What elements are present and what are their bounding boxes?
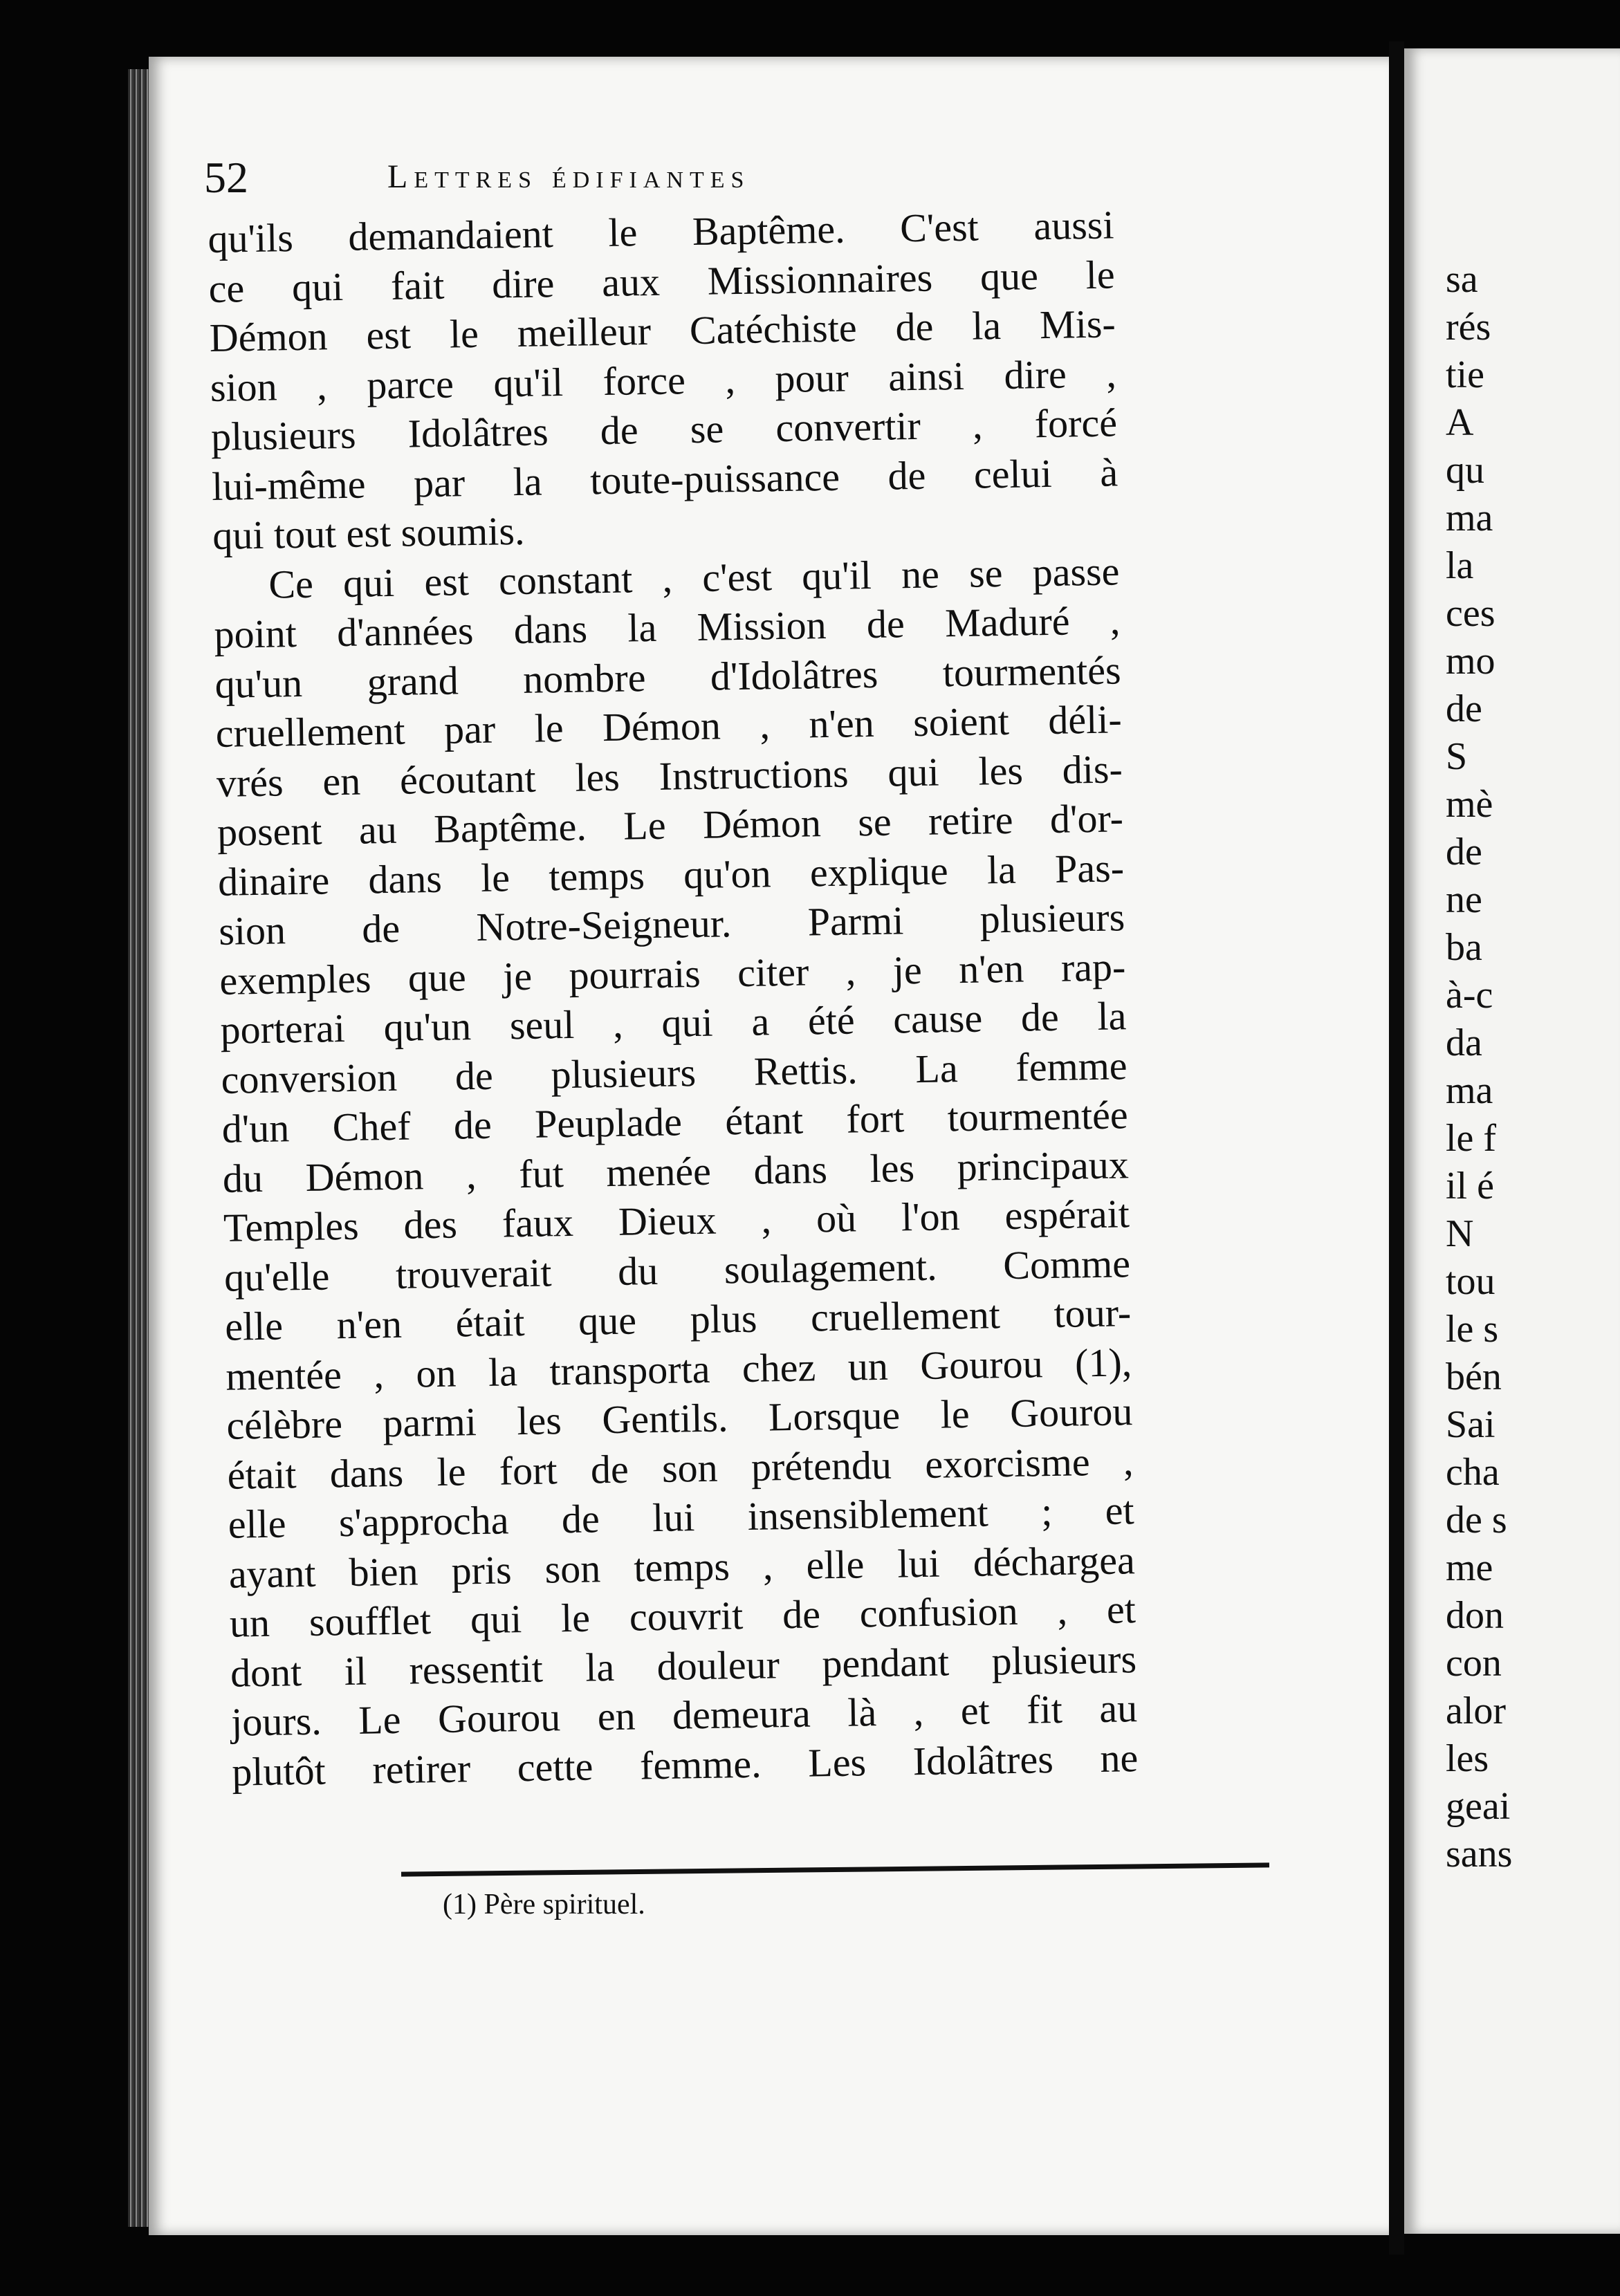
text-line: lui-même par la toute-puissance de celui à: [211, 449, 1119, 509]
text-line: qu'ils demandaient le Baptême. C'est aussi: [208, 202, 1114, 261]
text-fragment: ces: [1446, 592, 1495, 635]
text-fragment: ma: [1446, 497, 1493, 539]
text-line: qu'elle trouverait du soulagement. Comme: [223, 1240, 1131, 1300]
text-line: célèbre parmi les Gentils. Lorsque le Gourou: [226, 1389, 1133, 1448]
text-line: Démon est le meilleur Catéchiste de la Mis-: [209, 301, 1116, 360]
text-fragment: il é: [1446, 1165, 1494, 1207]
text-line: elle s'approcha de lui insensiblement ; et: [228, 1488, 1135, 1547]
text-fragment: sans: [1446, 1833, 1513, 1876]
text-line: porterai qu'un seul , qui a été cause de la: [220, 993, 1127, 1053]
text-line: dinaire dans le temps qu'on explique la Pas-: [217, 844, 1125, 905]
text-fragment: de: [1446, 687, 1482, 730]
text-fragment: de: [1446, 831, 1482, 873]
text-line: un soufflet qui le couvrit de confusion , et: [229, 1586, 1136, 1646]
text-line: du Démon , fut menée dans les principaux: [222, 1141, 1130, 1201]
text-line: sion de Notre-Seigneur. Parmi plusieurs: [218, 894, 1125, 954]
text-fragment: bén: [1446, 1355, 1502, 1398]
text-fragment: alor: [1446, 1689, 1507, 1732]
right-page: [1404, 48, 1620, 2234]
text-line: conversion de plusieurs Rettis. La femme: [221, 1042, 1127, 1102]
text-fragment: rés: [1446, 306, 1491, 349]
text-line: cruellement par le Démon , n'en soient déli-: [215, 696, 1123, 756]
text-line: qui tout est soumis.: [212, 508, 525, 558]
text-fragment: ne: [1446, 878, 1482, 921]
text-fragment: N: [1446, 1212, 1474, 1255]
text-line: posent au Baptême. Le Démon se retire d'or-: [217, 795, 1124, 855]
running-title: Lettres édifiantes: [387, 158, 751, 195]
text-line: ayant bien pris son temps , elle lui déchargea: [228, 1537, 1136, 1597]
text-fragment: Sai: [1446, 1403, 1495, 1446]
text-fragment: da: [1446, 1021, 1482, 1064]
text-line: point d'années dans la Mission de Maduré ,: [214, 598, 1121, 657]
text-line: plutôt retirer cette femme. Les Idolâtres ne: [231, 1734, 1139, 1795]
text-line: Ce qui est constant , c'est qu'il ne se passe: [268, 548, 1120, 607]
text-line: Temples des faux Dieux , où l'on espérait: [223, 1191, 1130, 1250]
text-line: qu'un grand nombre d'Idolâtres tourmentés: [214, 647, 1122, 707]
text-line: jours. Le Gourou en demeura là , et fit au: [230, 1685, 1138, 1745]
text-line: était dans le fort de son prétendu exorcisme ,: [227, 1438, 1134, 1498]
text-fragment: les: [1446, 1737, 1489, 1780]
right-page-text: [1446, 256, 1620, 1878]
text-fragment: ma: [1446, 1069, 1493, 1112]
text-line: mentée , on la transporta chez un Gourou (1),: [225, 1339, 1132, 1399]
text-fragment: cha: [1446, 1451, 1500, 1494]
text-line: elle n'en était que plus cruellement tour-: [224, 1290, 1132, 1349]
footnote: (1) Père spirituel.: [443, 1889, 645, 1920]
text-fragment: sa: [1446, 258, 1478, 301]
text-fragment: S: [1446, 735, 1468, 778]
text-fragment: tie: [1446, 353, 1484, 396]
text-fragment: con: [1446, 1642, 1502, 1685]
text-line: ce qui fait dire aux Missionnaires que le: [208, 251, 1116, 311]
text-fragment: la: [1446, 544, 1474, 587]
text-line: dont il ressentit la douleur pendant plusieurs: [230, 1636, 1137, 1696]
text-fragment: le f: [1446, 1117, 1497, 1160]
text-fragment: à-c: [1446, 974, 1493, 1017]
text-fragment: don: [1446, 1594, 1504, 1637]
body-text: [208, 200, 1139, 1796]
text-fragment: le s: [1446, 1308, 1499, 1351]
text-fragment: mè: [1446, 783, 1493, 826]
text-fragment: A: [1446, 401, 1474, 444]
text-fragment: qu: [1446, 449, 1484, 492]
text-line: plusieurs Idolâtres de se convertir , forcé: [210, 400, 1118, 459]
text-fragment: me: [1446, 1546, 1493, 1589]
text-line: vrés en écoutant les Instructions qui les dis-: [216, 746, 1123, 806]
text-line: sion , parce qu'il force , pour ainsi dire ,: [210, 350, 1117, 410]
text-fragment: tou: [1446, 1260, 1495, 1303]
book-gutter: [1389, 41, 1404, 2255]
text-fragment: ba: [1446, 926, 1482, 969]
text-fragment: geai: [1446, 1785, 1511, 1828]
text-fragment: mo: [1446, 640, 1495, 683]
page-number: 52: [204, 153, 248, 202]
text-fragment: de s: [1446, 1499, 1507, 1542]
text-line: d'un Chef de Peuplade étant fort tourmentée: [221, 1092, 1129, 1151]
text-line: exemples que je pourrais citer , je n'en rap-: [219, 943, 1126, 1003]
